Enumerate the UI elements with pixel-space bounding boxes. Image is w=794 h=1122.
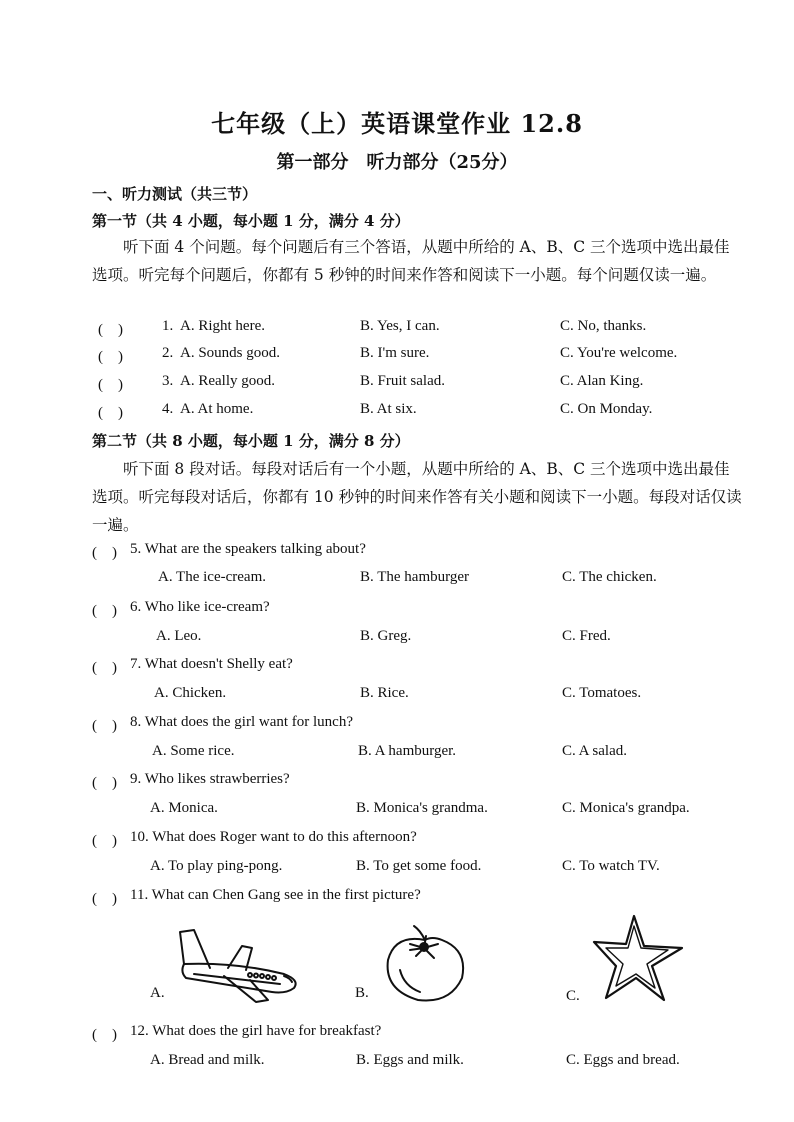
option-c: C. Fred. <box>562 628 611 644</box>
answer-blank[interactable]: ( ) <box>92 833 117 849</box>
option-b: B. At six. <box>360 401 417 417</box>
question-text: 11. What can Chen Gang see in the first picture? <box>130 887 421 903</box>
options-row <box>92 1052 752 1076</box>
question-row <box>92 714 752 738</box>
answer-blank[interactable]: ( ) <box>92 775 117 791</box>
question-text: 10. What does Roger want to do this afternoon? <box>130 829 417 845</box>
option-a: A. Leo. <box>156 628 202 644</box>
question-text: 12. What does the girl have for breakfast? <box>130 1023 382 1039</box>
option-b: B. The hamburger <box>360 569 470 585</box>
option-c: C. To watch TV. <box>562 858 660 874</box>
option-b: B. Monica's grandma. <box>356 800 488 816</box>
star-icon[interactable] <box>592 912 688 1004</box>
answer-blank[interactable]: ( ) <box>98 349 123 365</box>
section2-heading: 第二节（共 8 小题，每小题 1 分，满分 8 分） <box>92 432 410 450</box>
option-b: B. I'm sure. <box>360 345 430 361</box>
option-a: A. Some rice. <box>152 743 235 759</box>
part-heading: 一、听力测试（共三节） <box>92 185 258 203</box>
option-b: B. Yes, I can. <box>360 318 440 334</box>
option-b: B. Fruit salad. <box>360 373 445 389</box>
airplane-icon[interactable] <box>176 918 304 1004</box>
option-c: C. Alan King. <box>560 373 644 389</box>
answer-blank[interactable]: ( ) <box>92 660 117 676</box>
option-a: A. Chicken. <box>154 685 227 701</box>
item-number: 3. <box>162 373 174 389</box>
answer-blank[interactable]: ( ) <box>98 377 123 393</box>
option-c: C. A salad. <box>562 743 628 759</box>
option-c: C. No, thanks. <box>560 318 647 334</box>
option-b: B. Rice. <box>360 685 409 701</box>
question-text: 9. Who likes strawberries? <box>130 771 290 787</box>
answer-blank[interactable]: ( ) <box>92 1027 117 1043</box>
answer-blank[interactable]: ( ) <box>98 322 123 338</box>
option-b: B. Greg. <box>360 628 412 644</box>
tomato-icon[interactable] <box>380 920 470 1004</box>
option-a: A. Right here. <box>180 318 265 334</box>
option-b: B. A hamburger. <box>358 743 457 759</box>
answer-blank[interactable]: ( ) <box>92 545 117 561</box>
picture-label-c: C. <box>566 988 580 1004</box>
options-row <box>92 569 752 593</box>
option-c: C. You're welcome. <box>560 345 678 361</box>
option-a: A. At home. <box>180 401 254 417</box>
options-row <box>92 858 752 882</box>
item-number: 1. <box>162 318 174 334</box>
question-text: 8. What does the girl want for lunch? <box>130 714 353 730</box>
question-text: 7. What doesn't Shelly eat? <box>130 656 293 672</box>
section1-heading: 第一节（共 4 小题，每小题 1 分，满分 4 分） <box>92 212 410 230</box>
option-c: C. Eggs and bread. <box>566 1052 680 1068</box>
question-row <box>92 656 752 680</box>
section1-item <box>92 318 752 342</box>
picture-label-b: B. <box>355 985 369 1001</box>
option-c: C. Tomatoes. <box>562 685 642 701</box>
question-row <box>92 599 752 623</box>
question-text: 6. Who like ice-cream? <box>130 599 270 615</box>
question-row <box>92 541 752 565</box>
answer-blank[interactable]: ( ) <box>98 405 123 421</box>
options-row <box>92 800 752 824</box>
option-b: B. To get some food. <box>356 858 482 874</box>
section1-item <box>92 373 752 397</box>
option-c: C. On Monday. <box>560 401 653 417</box>
question-row <box>92 829 752 853</box>
answer-blank[interactable]: ( ) <box>92 603 117 619</box>
question-row <box>92 887 752 911</box>
page-subtitle: 第一部分 听力部分（25分） <box>276 152 518 173</box>
item-number: 4. <box>162 401 174 417</box>
answer-blank[interactable]: ( ) <box>92 891 117 907</box>
option-a: A. Bread and milk. <box>150 1052 265 1068</box>
option-a: A. Really good. <box>180 373 275 389</box>
section2-instructions: 听下面 8 段对话。每段对话后有一个小题，从题中所给的 A、B、C 三个选项中选出最佳选项。听完每段对话后，你都有 10 秒钟的时间来作答有关小题和阅读下一小题。每段对话仅读一遍。 <box>92 460 742 534</box>
section1-item <box>92 401 752 425</box>
options-row <box>92 743 752 767</box>
option-a: A. Monica. <box>150 800 218 816</box>
section1-item <box>92 345 752 369</box>
option-a: A. The ice-cream. <box>158 569 266 585</box>
options-row <box>92 685 752 709</box>
question-text: 5. What are the speakers talking about? <box>130 541 366 557</box>
options-row <box>92 628 752 652</box>
section1-instructions: 听下面 4 个问题。每个问题后有三个答语，从题中所给的 A、B、C 三个选项中选出最佳选项。听完每个问题后，你都有 5 秒钟的时间来作答和阅读下一小题。每个问题仅读一遍。 <box>92 238 730 284</box>
question-row <box>92 771 752 795</box>
question-row <box>92 1023 752 1047</box>
option-a: A. Sounds good. <box>180 345 281 361</box>
picture-label-a: A. <box>150 985 165 1001</box>
option-c: C. The chicken. <box>562 569 657 585</box>
answer-blank[interactable]: ( ) <box>92 718 117 734</box>
option-a: A. To play ping-pong. <box>150 858 283 874</box>
option-b: B. Eggs and milk. <box>356 1052 464 1068</box>
page-title: 七年级（上）英语课堂作业 12.8 <box>211 109 583 138</box>
item-number: 2. <box>162 345 174 361</box>
option-c: C. Monica's grandpa. <box>562 800 690 816</box>
